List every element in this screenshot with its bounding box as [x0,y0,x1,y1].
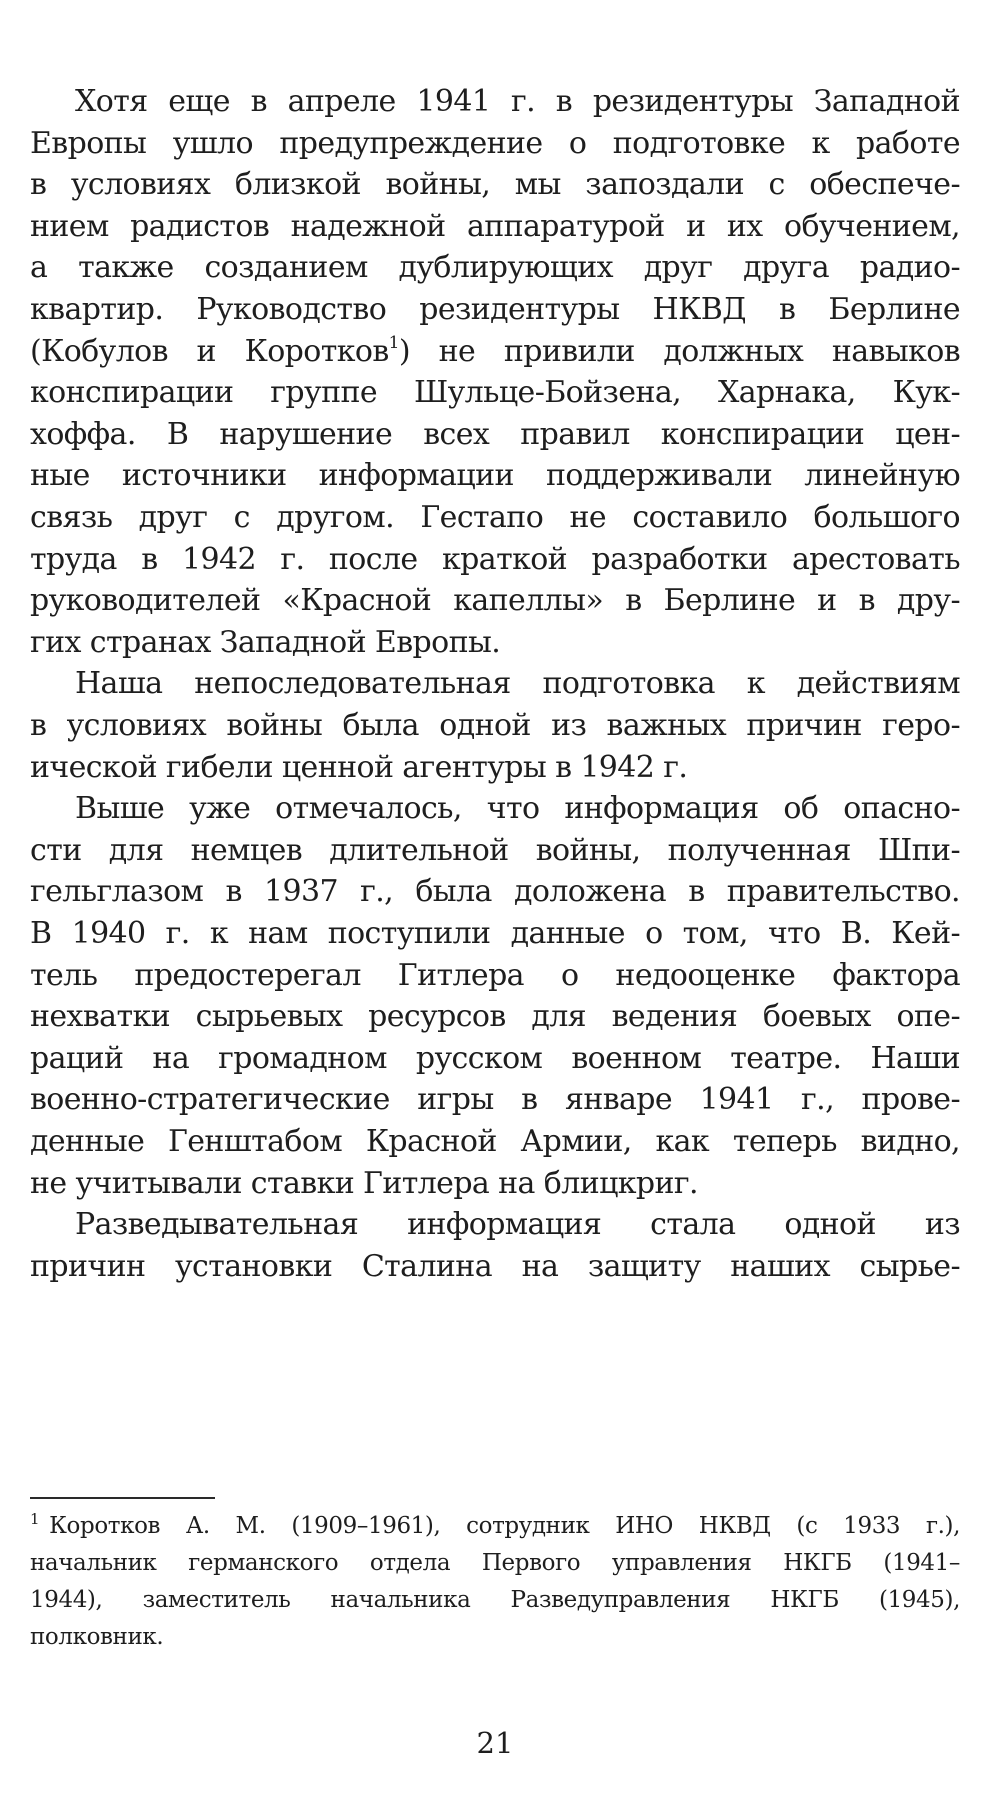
body-line-text: гих странах Западной Европы. [30,624,501,660]
body-line-text: тель предостерегал Гитлера о недооценке фактора [30,957,960,993]
body-line-text: военно-стратегические игры в январе 1941 г., прове- [30,1082,960,1118]
body-line-text: руководителей «Красной капеллы» в Берлине и в дру- [30,583,960,619]
body-line-text: связь друг с другом. Гестапо не составило большого [30,500,960,535]
body-line-text: нием радистов надежной аппаратурой и их обучением, [30,208,960,244]
body-line-text: труда в 1942 г. после краткой разработки арестовать [30,541,960,577]
footnote-reference[interactable]: 1 [388,332,399,353]
body-line-text: денные Генштабом Красной Армии, как теперь видно, [30,1124,960,1159]
body-line-text: Разведывательная информация стала одной из [75,1207,960,1243]
body-line-text: (Кобулов и Коротков [30,333,389,369]
footnote-line-text: полковник. [30,1624,164,1650]
body-line-text: квартир. Руководство резидентуры НКВД в Берлине [30,292,960,327]
body-line-text: гельглазом в 1937 г., была доложена в правительство. [30,874,960,910]
body-line-text: в условиях близкой войны, мы запоздали с обеспече- [30,167,960,203]
footnote-divider [30,1497,215,1499]
body-line-text: В 1940 г. к нам поступили данные о том, что В. Кей- [30,916,960,951]
footnote-line-text: Коротков А. М. (1909–1961), сотрудник ИНО НКВД (с 1933 г.), [49,1513,960,1539]
body-line-text: Европы ушло предупреждение о подготовке к работе [30,125,960,161]
body-line-text: ической гибели ценной агентуры в 1942 г. [30,749,688,785]
footnote-line-text: начальник германского отдела Первого управления НКГБ (1941– [30,1550,960,1576]
footnote-line-text: 1944), заместитель начальника Разведуправления НКГБ (1945), [30,1587,960,1613]
book-page [30,78,960,1788]
body-line-text: раций на громадном русском военном театре. Наши [30,1040,960,1076]
body-line-text: Выше уже отмечалось, что информация об опасно- [75,791,960,827]
body-line-text-continued: ) не привили должных навыков [398,333,960,369]
footnote-marker: 1 [30,1510,40,1528]
body-line-text: причин установки Сталина на защиту наших сырье- [30,1248,960,1284]
body-line-text: сти для немцев длительной войны, полученная Шпи- [30,832,960,868]
page-number: 21 [476,1726,514,1760]
footnote-line [30,1617,960,1657]
body-line [30,1243,960,1291]
body-line-text: конспирации группе Шульце-Бойзена, Харнака, Кук- [30,375,960,411]
body-line-text: в условиях войны была одной из важных причин геро- [30,708,960,743]
body-line-text: Хотя еще в апреле 1941 г. в резидентуры Западной [75,84,960,119]
body-line-text: не учитывали ставки Гитлера на блицкриг. [30,1165,698,1201]
footnote-line [30,1506,960,1546]
body-line-text: Наша непоследовательная подготовка к действиям [75,666,960,702]
footnote-line [30,1543,960,1583]
body-line-text: хоффа. В нарушение всех правил конспирации цен- [30,416,960,452]
body-line-text: нехватки сырьевых ресурсов для ведения боевых опе- [30,999,960,1035]
footnote-line [30,1580,960,1620]
body-line-text: а также созданием дублирующих друг друга радио- [30,250,960,286]
body-line-text: ные источники информации поддерживали линейную [30,458,960,494]
